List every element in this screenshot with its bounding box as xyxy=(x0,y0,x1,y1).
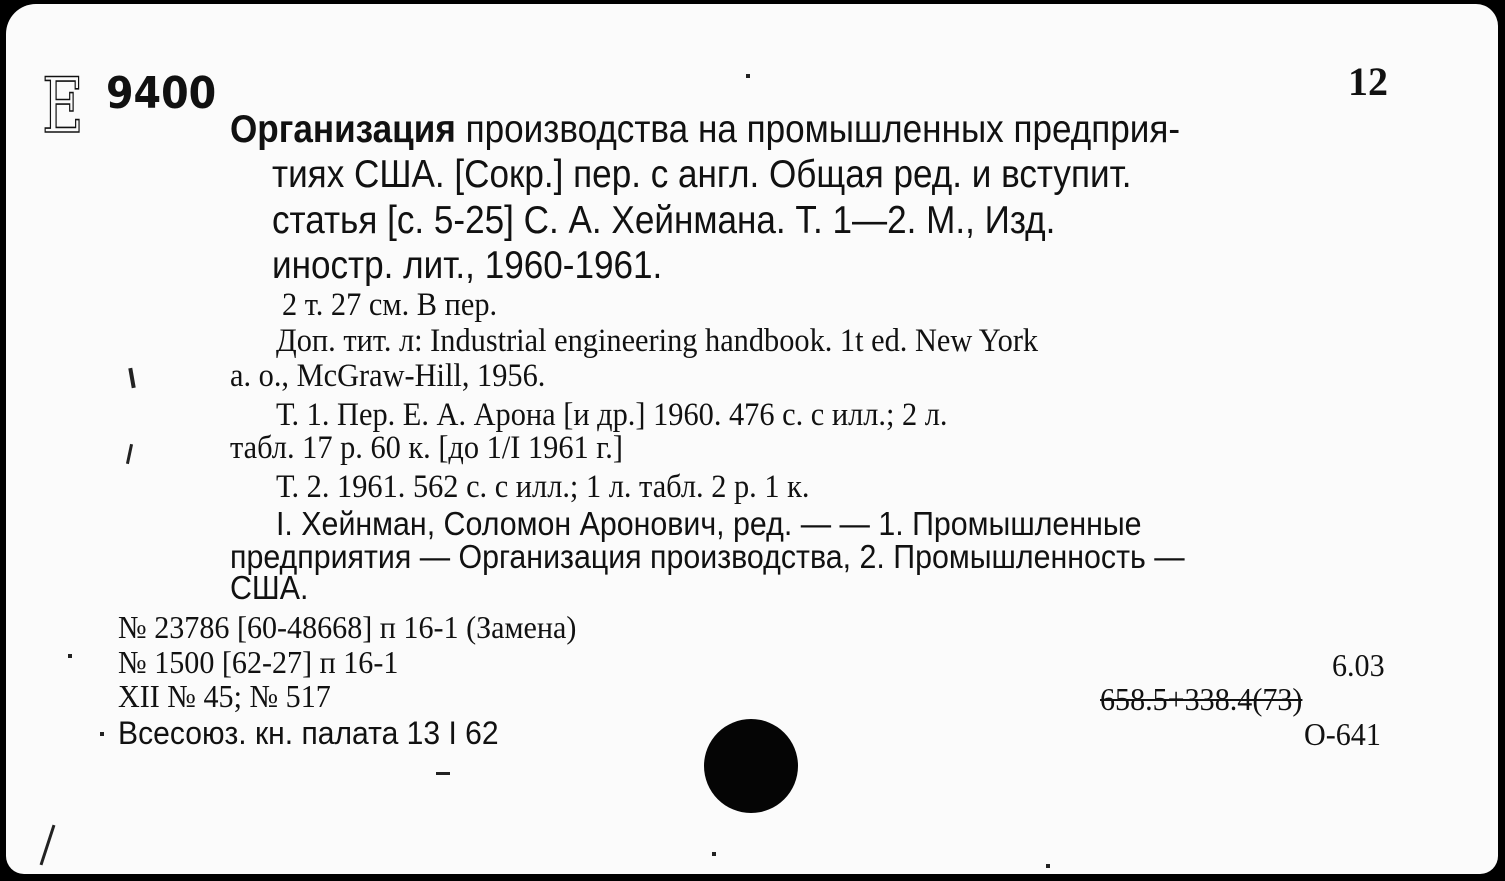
tracings-line-3: США. xyxy=(230,569,309,606)
record-number-1: № 23786 [60-48668] п 16-1 (Замена) xyxy=(118,609,577,645)
catalog-card xyxy=(6,4,1498,874)
title-line-1 xyxy=(230,110,1180,149)
ink-speck xyxy=(746,74,750,78)
ink-speck xyxy=(1046,864,1050,868)
pencil-stroke xyxy=(40,825,56,866)
class-code-1: 6.03 xyxy=(1332,647,1385,683)
ink-mark xyxy=(126,444,133,464)
ink-mark xyxy=(128,368,135,388)
punch-hole xyxy=(704,719,798,813)
chamber-stamp: Всесоюз. кн. палата 13 I 62 xyxy=(118,715,499,751)
record-number-3: XII № 45; № 517 xyxy=(118,678,331,714)
ink-speck xyxy=(100,732,104,736)
page-number: 12 xyxy=(1348,59,1388,104)
title-line-4: иностр. лит., 1960-1961. xyxy=(272,244,663,287)
volume-1-line-1: Т. 1. Пер. Е. А. Арона [и др.] 1960. 476 с. с илл.; 2 л. xyxy=(276,397,948,433)
added-title-line-2: а. о., McGraw-Hill, 1956. xyxy=(230,358,546,394)
class-code-2-struck: 658.5+338.4(73) xyxy=(1100,681,1303,717)
title-line-1-rest: производства на промышленных предприя- xyxy=(465,108,1181,151)
class-code-3: О-641 xyxy=(1304,716,1381,752)
tracings-line-1: I. Хейнман, Соломон Аронович, ред. — — 1. Промышленные xyxy=(276,505,1142,542)
title-line-3: статья [с. 5-25] С. А. Хейнмана. Т. 1—2. М., Изд. xyxy=(272,199,1056,242)
physical-description: 2 т. 27 см. В пер. xyxy=(282,287,498,323)
ink-speck xyxy=(436,772,450,775)
volume-1-line-2: табл. 17 р. 60 к. [до 1/I 1961 г.] xyxy=(230,430,624,466)
title-line-2: тиях США. [Сокр.] пер. с англ. Общая ред. и вступит. xyxy=(272,153,1132,196)
ink-speck xyxy=(68,654,72,658)
record-number-2: № 1500 [62-27] п 16-1 xyxy=(118,644,399,680)
added-title-line-1: Доп. тит. л: Industrial engineering handbook. 1t ed. New York xyxy=(276,323,1039,359)
ink-speck xyxy=(712,852,716,856)
shelf-number: 9400 xyxy=(106,68,217,119)
title-heading: Организация xyxy=(230,108,456,151)
shelf-letter: E xyxy=(42,61,84,150)
tracings-line-2: предприятия — Организация производства, 2. Промышленность — xyxy=(230,538,1185,575)
volume-2: Т. 2. 1961. 562 с. с илл.; 1 л. табл. 2 р. 1 к. xyxy=(276,469,810,505)
